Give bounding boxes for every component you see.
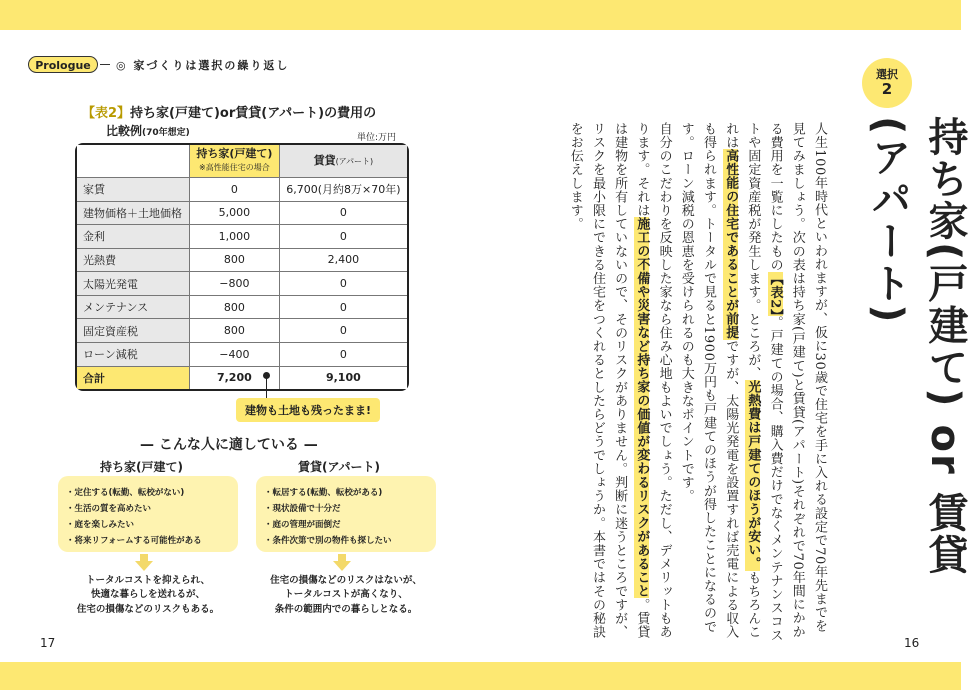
row-label: 光熱費 [77,248,190,272]
table-row [77,342,407,366]
own-value: 800 [190,248,280,272]
list-item: ・条件次第で別の物件も探したい [264,536,392,546]
header-rent [279,145,407,178]
own-heading: 持ち家(戸建て) [100,460,183,474]
own-conditions-box [58,476,238,552]
header-rent-label: 賃貸 [313,153,336,167]
text-run: 人生100年時代といわれますが、仮に30歳で住宅を手に入れる設定で70年先までを見てみましょう。次の表は持ち家(戸建て)と賃貸(アパート)それぞれで70年間にかかる費用を一覧にしたもの [767,122,827,639]
text-run: 。戸建ての場合、購入費だけでなくメンテナンスコストや固定資産税が発生します。ところが、 [745,122,783,642]
own-value: 0 [190,178,280,202]
table-tag: 【表2】 [82,106,131,121]
paragraph-2 [564,122,675,642]
highlight-run: 【表2】 [767,271,783,316]
header-blank [77,145,190,178]
rent-value: 6,700(月約8万×70年) [279,178,407,202]
rent-summary-line: 条件の範囲内での暮らしとなる。 [274,603,418,615]
own-value: −800 [190,272,280,296]
rent-value: 0 [279,225,407,249]
row-label: 金利 [77,225,190,249]
total-row [77,366,407,389]
down-arrow-icon [333,561,351,571]
list-item: ・庭の管理が面倒だ [264,520,341,530]
row-label: 建物価格＋土地価格 [77,201,190,225]
down-arrow-icon [135,561,153,571]
selection-number: 2 [881,80,893,98]
rent-value: 2,400 [279,248,407,272]
total-rent: 9,100 [279,366,407,389]
table-subtitle-note: (70年想定) [142,128,190,138]
row-label: ローン減税 [77,342,190,366]
text-run: ですが、太陽光発電を設置すれば売電による収入も得られます。トータルで見ると1900万円も戸建てのほうが得したことになるのです。ローン減税の恩恵を受けられるのも大きなポイントです。 [678,122,739,639]
table-row [77,225,407,249]
prologue-badge: Prologue [28,56,98,73]
rent-summary [254,574,438,617]
total-label: 合計 [77,366,190,389]
table-row [77,178,407,202]
own-summary-line: 快適な暮らしを送れるが、 [90,589,205,601]
rent-conditions-box [256,476,436,552]
rent-value: 0 [279,319,407,343]
paragraph-1 [675,122,830,642]
table-subtitle-text: 比較例 [106,124,143,138]
text-run: 。賃貸は建物を所有していないので、そのリスクがありません。判断に迷うところですが、リスクを最小限にできる住宅をつくれるとしたらどうでしょうか。本書ではその秘訣をお伝えします。 [567,122,650,639]
header-rent-note: (アパート) [335,156,374,166]
page-number-right: 16 [904,636,920,650]
divider [100,64,110,65]
table-unit: 単位:万円 [357,133,397,143]
bottom-band [0,662,961,690]
highlight-run: 高性能の住宅であることが前提 [723,149,739,340]
selection-badge [862,58,912,108]
rent-value: 0 [279,272,407,296]
page-number-left: 17 [40,636,56,650]
row-label: メンテナンス [77,295,190,319]
row-label: 固定資産税 [77,319,190,343]
table-row [77,248,407,272]
suitability-title: — こんな人に適している — [140,437,318,453]
chapter-title: ◎ 家づくりは選択の繰り返し [116,59,290,72]
text-run: もちろんこれは [723,122,761,639]
page-title: 持ち家(戸建て) or 賃貸(アパート) [865,116,968,576]
header-own [190,145,280,178]
table-header-row [77,145,407,178]
callout-label: 建物も土地も残ったまま! [236,398,380,422]
text-run: 自分のこだわりを反映した家なら住み心地もよいでしょう。ただし、デメリットもあります。それは [634,122,672,639]
header-own-label: 持ち家(戸建て) [196,147,273,161]
table-subtitle [106,122,190,139]
own-summary-line: 住宅の損傷などのリスクもある。 [76,603,220,615]
list-item: ・生活の質を高めたい [66,504,152,514]
own-value: 800 [190,295,280,319]
table-title [82,102,376,121]
top-band [0,0,961,30]
rent-value: 0 [279,201,407,225]
rent-heading: 賃貸(アパート) [298,460,381,474]
rent-value: 0 [279,295,407,319]
row-label: 太陽光発電 [77,272,190,296]
selection-label: 選択 [876,68,898,81]
list-item: ・定住する(転勤、転校がない) [66,488,185,498]
list-item: ・現状設備で十分だ [264,504,341,514]
own-value: −400 [190,342,280,366]
rent-summary-line: 住宅の損傷などのリスクはないが、 [270,575,422,586]
own-summary [66,574,230,617]
body-text [540,122,830,642]
table-row [77,295,407,319]
rent-value: 0 [279,342,407,366]
cost-comparison-table [75,143,409,391]
rent-summary-line: トータルコストが高くなり、 [284,589,408,601]
list-item: ・将来リフォームする可能性がある [66,536,202,546]
table-row [77,319,407,343]
own-value: 5,000 [190,201,280,225]
list-item: ・庭を楽しみたい [66,520,135,530]
highlight-run: 光熱費は戸建てのほうが安い。 [745,380,761,571]
row-label: 家賃 [77,178,190,202]
own-summary-line: トータルコストを抑えられ、 [85,575,211,586]
table-row [77,272,407,296]
list-item: ・転居する(転勤、転校がある) [264,488,383,498]
header-own-note: ※高性能住宅の場合 [199,163,270,172]
table-row [77,201,407,225]
highlight-run: 施工の不備や災害など持ち家の価値が変わるリスクがあること [634,217,650,599]
own-value: 1,000 [190,225,280,249]
own-value: 800 [190,319,280,343]
table-title-text: 持ち家(戸建て)or賃貸(アパート)の費用の [130,106,377,121]
total-own: 7,200 [190,366,280,389]
